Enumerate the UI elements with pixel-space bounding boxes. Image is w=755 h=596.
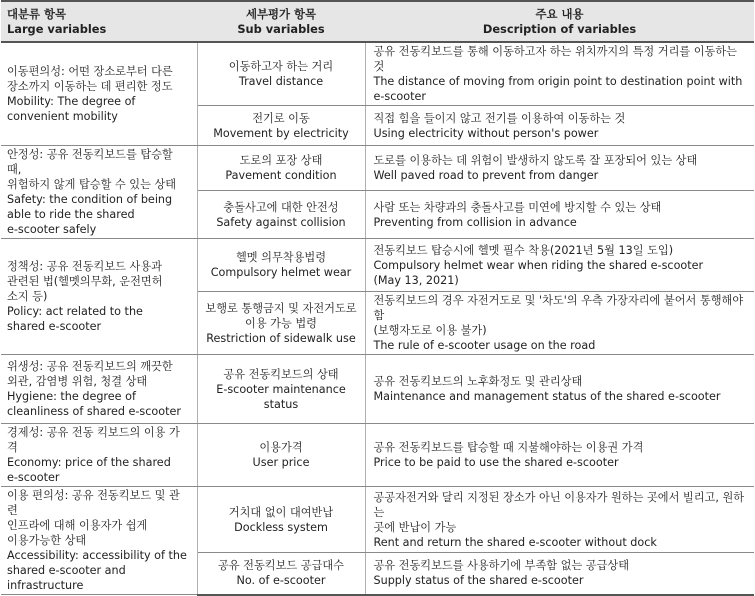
large-variable-economy xyxy=(1,424,197,487)
large-line: 인프라에 대해 이용자가 쉽게 xyxy=(7,519,148,532)
desc-line: (May 13, 2021) xyxy=(373,273,459,287)
description-electricity xyxy=(365,106,754,146)
sub-variable-helmet xyxy=(197,239,365,292)
large-line: 관련된 법(헬멧의무화, 운전면허 xyxy=(7,275,163,288)
description-sidewalk xyxy=(365,292,754,355)
header-sub-variables xyxy=(197,1,365,42)
sub-line: 헬멧 의무착용법령 xyxy=(235,251,326,264)
large-line: 위생성: 공유 전동킥보드의 깨끗한 xyxy=(7,360,173,373)
sub-line: 공유 전동킥보드 공급대수 xyxy=(218,559,344,573)
table-row xyxy=(1,487,754,553)
sub-variable-electricity xyxy=(197,106,365,146)
desc-line: (보행자도로 이용 불가) xyxy=(373,324,487,337)
desc-line: 도로를 이용하는 데 위험이 발생하지 않도록 잘 포장되어 있는 상태 xyxy=(373,154,698,168)
sub-line: status xyxy=(263,397,299,411)
large-line: cleanliness of shared e-scooter xyxy=(7,405,181,418)
table-row xyxy=(1,146,754,191)
description-helmet xyxy=(365,239,754,292)
header-description xyxy=(365,1,754,42)
large-line: convenient mobility xyxy=(7,110,118,123)
large-line: Hygiene: the degree of xyxy=(7,390,136,403)
header-sub-ko: 세부평가 항목 xyxy=(246,6,316,21)
large-line: infrastructure xyxy=(7,579,84,592)
desc-line: 곳에 반납이 가능 xyxy=(373,520,457,534)
desc-line: Well paved road to prevent from danger xyxy=(373,169,599,183)
large-line: 소지 등) xyxy=(7,290,48,303)
large-line: 이용가능한 상태 xyxy=(7,534,87,547)
large-line: 이용 편의성: 공유 전동킥보드 및 관련 xyxy=(7,489,180,517)
desc-line: The distance of moving from origin point to destination point with xyxy=(373,75,743,88)
sub-line: Movement by electricity xyxy=(213,126,349,140)
large-line: e-scooter xyxy=(7,471,60,484)
large-line: able to ride the shared xyxy=(7,208,135,221)
table-row xyxy=(1,239,754,292)
table-row xyxy=(1,42,754,106)
desc-line: Maintenance and management status of the shared e-scooter xyxy=(373,390,721,403)
large-line: Mobility: The degree of xyxy=(7,95,136,108)
sub-line: 이동하고자 하는 거리 xyxy=(228,60,334,73)
sub-line: No. of e-scooter xyxy=(236,574,326,588)
sub-line: Pavement condition xyxy=(225,169,337,183)
description-user-price xyxy=(365,424,754,487)
sub-variable-pavement xyxy=(197,146,365,191)
desc-line: Using electricity without person's power xyxy=(373,126,599,140)
description-dockless xyxy=(365,487,754,553)
large-line: Policy: act related to the xyxy=(7,305,143,318)
header-large-variables xyxy=(1,1,197,42)
large-line: Safety: the condition of being xyxy=(7,193,173,206)
desc-line: 공유 전동킥보드를 사용하기에 부족함 없는 공급상태 xyxy=(373,559,630,573)
header-large-en: Large variables xyxy=(7,21,107,36)
large-line: 이동편의성: 어떤 장소로부터 다른 xyxy=(7,65,173,78)
sub-line: 공유 전동킥보드의 상태 xyxy=(223,367,339,381)
desc-line: Compulsory helmet wear when riding the shared e-scooter xyxy=(373,258,704,272)
large-line: e-scooter safely xyxy=(7,223,97,236)
desc-line: 사람 또는 차량과의 충돌사고를 미연에 방지할 수 있는 상태 xyxy=(373,200,662,214)
large-line: 안정성: 공유 전동킥보드를 탑승할 때, xyxy=(7,148,173,176)
sub-line: Dockless system xyxy=(234,520,328,534)
large-variable-safety xyxy=(1,146,197,239)
large-line: 장소까지 이동하는 데 편리한 정도 xyxy=(7,80,173,93)
description-pavement xyxy=(365,146,754,191)
large-variable-policy xyxy=(1,239,197,355)
sub-line: User price xyxy=(252,456,310,469)
sub-variable-collision xyxy=(197,191,365,239)
desc-line: Price to be paid to use the shared e-scooter xyxy=(373,456,619,469)
variables-table xyxy=(1,0,754,596)
large-variable-mobility xyxy=(1,42,197,146)
sub-line: 이용가격 xyxy=(259,441,303,454)
sub-variable-dockless xyxy=(197,487,365,553)
description-maintenance xyxy=(365,355,754,424)
sub-variable-travel-distance xyxy=(197,42,365,106)
header-large-ko: 대분류 항목 xyxy=(7,6,66,21)
large-line: 경제성: 공유 전동 킥보드의 이용 가격 xyxy=(7,426,180,454)
desc-line: The rule of e-scooter usage on the road xyxy=(373,339,596,352)
sub-variable-supply xyxy=(197,553,365,595)
desc-line: e-scooter xyxy=(373,90,426,103)
desc-line: 전동킥보드 탑승시에 헬멧 필수 착용(2021년 5월 13일 도입) xyxy=(373,243,674,257)
large-line: shared e-scooter and xyxy=(7,564,126,577)
sub-line: Safety against collision xyxy=(216,215,346,229)
sub-line: E-scooter maintenance xyxy=(216,382,346,396)
header-row xyxy=(1,1,754,42)
large-line: 외관, 감염병 위험, 청결 상태 xyxy=(7,375,148,388)
desc-line: 직접 힘을 들이지 않고 전기를 이용하여 이동하는 것 xyxy=(373,111,626,125)
sub-line: Compulsory helmet wear xyxy=(210,266,352,279)
large-variable-hygiene xyxy=(1,355,197,424)
large-line: Accessibility: accessibility of the xyxy=(7,549,187,562)
sub-line: Travel distance xyxy=(238,75,324,88)
header-sub-en: Sub variables xyxy=(237,21,325,36)
header-desc-ko: 주요 내용 xyxy=(535,6,584,21)
sub-line: 충돌사고에 대한 안전성 xyxy=(223,200,339,214)
sub-variable-sidewalk xyxy=(197,292,365,355)
sub-line: 도로의 포장 상태 xyxy=(239,154,323,168)
desc-line: 공유 전동킥보드를 탑승할 때 지불해야하는 이용권 가격 xyxy=(373,441,644,454)
description-supply xyxy=(365,553,754,595)
desc-line: Rent and return the shared e-scooter without dock xyxy=(373,535,657,549)
sub-variable-user-price xyxy=(197,424,365,487)
description-collision xyxy=(365,191,754,239)
desc-line: Preventing from collision in advance xyxy=(373,215,577,229)
table-row xyxy=(1,355,754,424)
large-line: shared e-scooter xyxy=(7,320,102,333)
sub-line: 이용 가능 법령 xyxy=(245,316,317,330)
sub-line: 전기로 이동 xyxy=(252,111,310,125)
desc-line: 공공자전거와 달리 지정된 장소가 아닌 이용자가 원하는 곳에서 빌리고, 원하는 xyxy=(373,490,745,519)
sub-line: 보행로 통행금지 및 자전거도로 xyxy=(205,301,357,315)
description-travel-distance xyxy=(365,42,754,106)
desc-line: Supply status of the shared e-scooter xyxy=(373,574,584,588)
table-row xyxy=(1,424,754,487)
large-variable-accessibility xyxy=(1,487,197,595)
sub-variable-maintenance xyxy=(197,355,365,424)
large-line: Economy: price of the shared xyxy=(7,456,171,469)
large-line: 위험하지 않게 탑승할 수 있는 상태 xyxy=(7,178,177,191)
header-desc-en: Description of variables xyxy=(482,21,637,36)
sub-line: 거치대 없이 대여반납 xyxy=(228,505,334,519)
sub-line: Restriction of sidewalk use xyxy=(206,331,356,345)
desc-line: 공유 전동킥보드의 노후화정도 및 관리상태 xyxy=(373,375,583,388)
large-line: 정책성: 공유 전동킥보드 사용과 xyxy=(7,260,162,273)
desc-line: 전동킥보드의 경우 자전거도로 및 '차도'의 우측 가장자리에 붙어서 통행해야 함 xyxy=(373,294,744,322)
desc-line: 공유 전동킥보드를 통해 이동하고자 하는 위치까지의 특정 거리를 이동하는 것 xyxy=(373,45,737,73)
